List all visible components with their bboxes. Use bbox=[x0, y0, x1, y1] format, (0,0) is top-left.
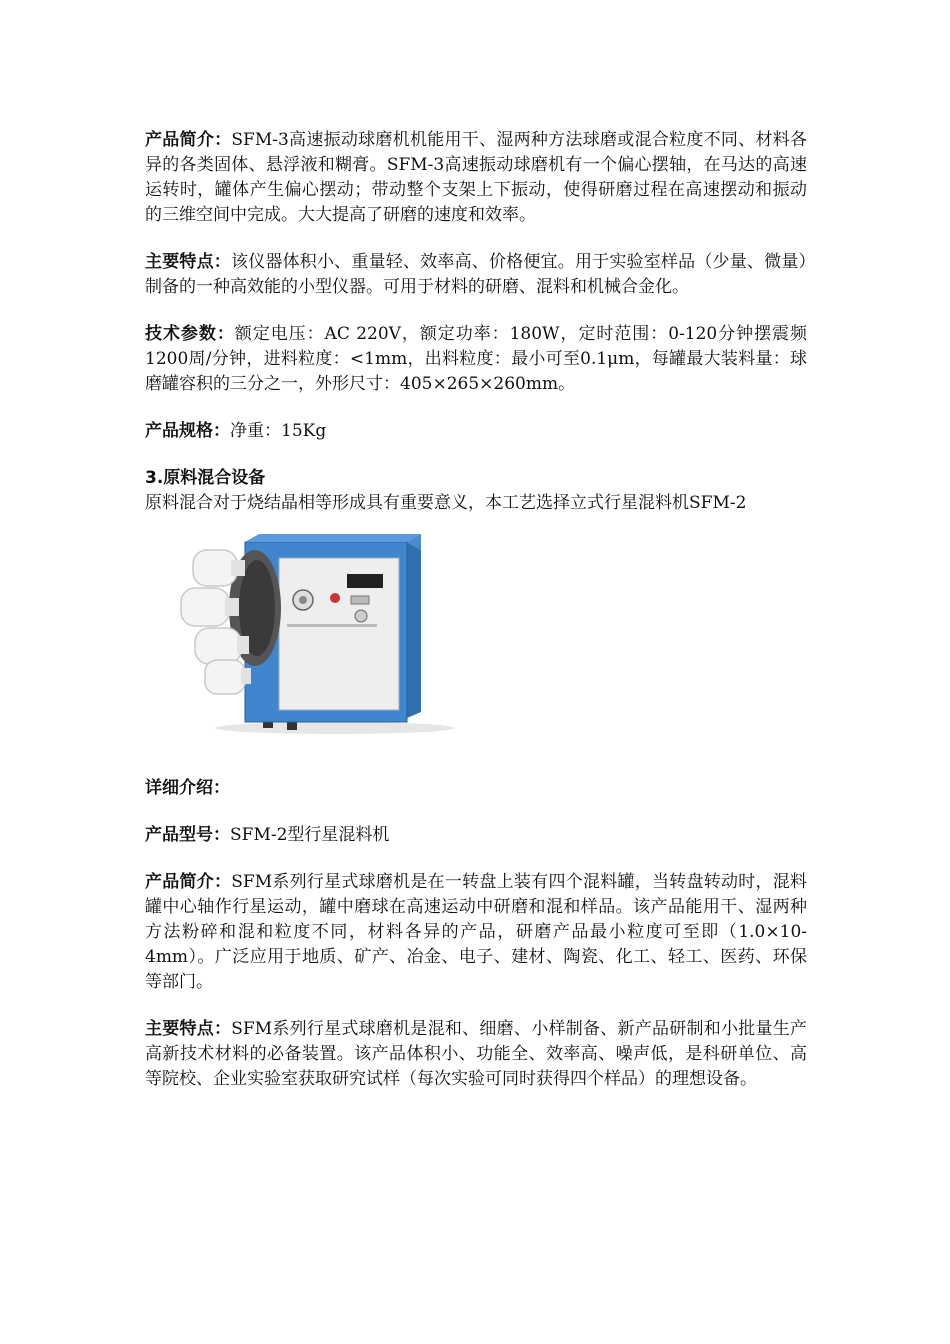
tech-params-label: 技术参数： bbox=[145, 324, 235, 344]
planetary-mixer-photo bbox=[175, 528, 475, 738]
main-features2-text: SFM系列行星式球磨机是混和、细磨、小样制备、新产品研制和小批量生产高新技术材料的必备装置。该产品体积小、功能全、效率高、噪声低，是科研单位、高等院校、企业实验室获取研究试样（每次实验可同时获得四个样品）的理想设备。 bbox=[145, 1019, 807, 1089]
section-intro-mixing-equipment: 原料混合对于烧结晶相等形成具有重要意义，本工艺选择立式行星混料机SFM-2 bbox=[145, 493, 747, 513]
product-spec-text: 净重：15Kg bbox=[230, 421, 327, 441]
main-features-text: 该仪器体积小、重量轻、效率高、价格便宜。用于实验室样品（少量、微量）制备的一种高效能的小型仪器。可用于材料的研磨、混料和机械合金化。 bbox=[145, 252, 808, 297]
planetary-mixer-machine-icon bbox=[175, 528, 475, 738]
product-intro2-label: 产品简介： bbox=[145, 872, 232, 892]
tech-params-sfm3 bbox=[145, 322, 807, 397]
detail-intro-label: 详细介绍： bbox=[145, 778, 230, 798]
document-page bbox=[145, 128, 807, 1114]
product-intro-label: 产品简介： bbox=[145, 130, 232, 150]
tech-params-text: 额定电压：AC 220V，额定功率：180W，定时范围：0-120分钟摆震频1200周/分钟，进料粒度：<1mm，出料粒度：最小可至0.1μm，每罐最大装料量：球磨罐容积的三分之一，外形尺寸：405×265×260mm。 bbox=[145, 324, 808, 394]
product-spec-label: 产品规格： bbox=[145, 421, 230, 441]
main-features-sfm3 bbox=[145, 250, 807, 300]
product-intro2-text: SFM系列行星式球磨机是在一转盘上装有四个混料罐，当转盘转动时，混料罐中心轴作行星运动，罐中磨球在高速运动中研磨和混和样品。该产品能用干、湿两种方法粉碎和混和粒度不同，材料各异的产品，研磨产品最小粒度可至即（1.0×10-4mm）。广泛应用于地质、矿产、冶金、电子、建材、陶瓷、化工、轻工、医药、环保等部门。 bbox=[145, 872, 807, 992]
section-heading-mixing-equipment: 3.原料混合设备 bbox=[145, 468, 266, 488]
main-features-label: 主要特点： bbox=[145, 252, 231, 272]
product-intro-sfm2 bbox=[145, 870, 807, 995]
product-model-label: 产品型号： bbox=[145, 825, 230, 845]
product-model-text: SFM-2型行星混料机 bbox=[230, 825, 390, 845]
product-spec-sfm3 bbox=[145, 419, 807, 444]
product-intro-sfm3 bbox=[145, 128, 807, 228]
main-features2-label: 主要特点： bbox=[145, 1019, 232, 1039]
product-intro-text: SFM-3高速振动球磨机机能用干、湿两种方法球磨或混合粒度不同、材料各异的各类固体、悬浮液和糊膏。SFM-3高速振动球磨机有一个偏心摆轴，在马达的高速运转时，罐体产生偏心摆动；带动整个支架上下振动，使得研磨过程在高速摆动和振动的三维空间中完成。大大提高了研磨的速度和效率。 bbox=[145, 130, 807, 225]
main-features-sfm2 bbox=[145, 1017, 807, 1092]
product-model-sfm2 bbox=[145, 823, 807, 848]
